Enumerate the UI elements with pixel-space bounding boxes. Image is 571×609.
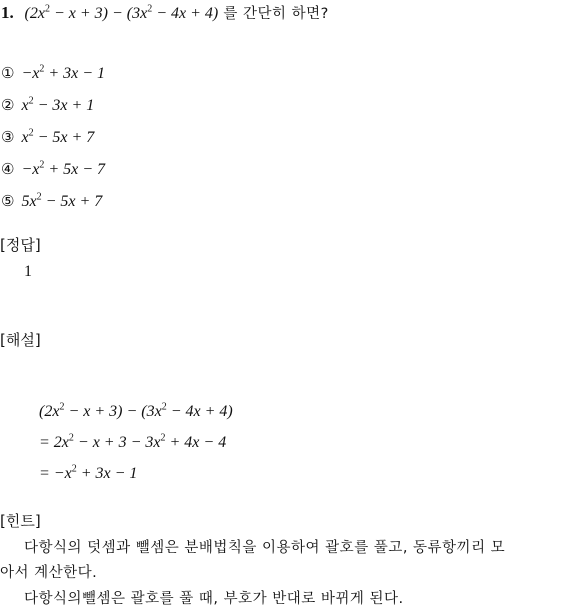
- choice-expression: $-x^2 + 5x - 7$: [21, 159, 106, 178]
- choice-2[interactable]: [1, 95, 94, 116]
- hint-label: [힌트]: [0, 512, 41, 530]
- choice-mark: ④: [1, 160, 15, 178]
- question-line: [1, 3, 329, 24]
- choice-expression: $-x^2 + 3x - 1$: [21, 63, 106, 82]
- choice-mark: ①: [1, 64, 15, 82]
- explanation-label: [해설]: [0, 331, 41, 349]
- choice-mark: ②: [1, 96, 15, 114]
- explanation-step-3: = $-x^2 + 3x - 1$: [39, 463, 138, 482]
- choice-expression: $x^2 - 3x + 1$: [21, 95, 95, 114]
- choice-expression: $5x^2 - 5x + 7$: [21, 191, 103, 210]
- question-number: 1.: [1, 3, 14, 22]
- choice-mark: ⑤: [1, 192, 15, 210]
- choice-5[interactable]: [1, 191, 102, 212]
- choice-expression: $x^2 - 5x + 7$: [21, 127, 95, 146]
- explanation-step-2: = $2x^2 - x + 3 - 3x^2 + 4x - 4$: [39, 432, 227, 451]
- choice-mark: ③: [1, 128, 15, 146]
- answer-value: 1: [24, 263, 32, 280]
- choice-3[interactable]: [1, 127, 94, 148]
- answer-label: [정답]: [0, 236, 41, 254]
- explanation-step-1: $(2x^2 - x + 3) - (3x^2 - 4x + 4)$: [39, 401, 233, 420]
- hint-text-line-3: 다항식의뺄셈은 괄호를 풀 때, 부호가 반대로 바뀌게 된다.: [24, 591, 404, 607]
- question-expression: $(2x^2 - x + 3) - (3x^2 - 4x + 4)$: [24, 3, 219, 22]
- question-text: 를 간단히 하면?: [218, 6, 329, 22]
- hint-text-line-2: 아서 계산한다.: [0, 565, 98, 581]
- choice-1[interactable]: [1, 63, 105, 84]
- hint-text-line-1: 다항식의 덧셈과 뺄셈은 분배법칙을 이용하여 괄호를 풀고, 동류항끼리 모: [24, 540, 506, 556]
- choice-4[interactable]: [1, 159, 105, 180]
